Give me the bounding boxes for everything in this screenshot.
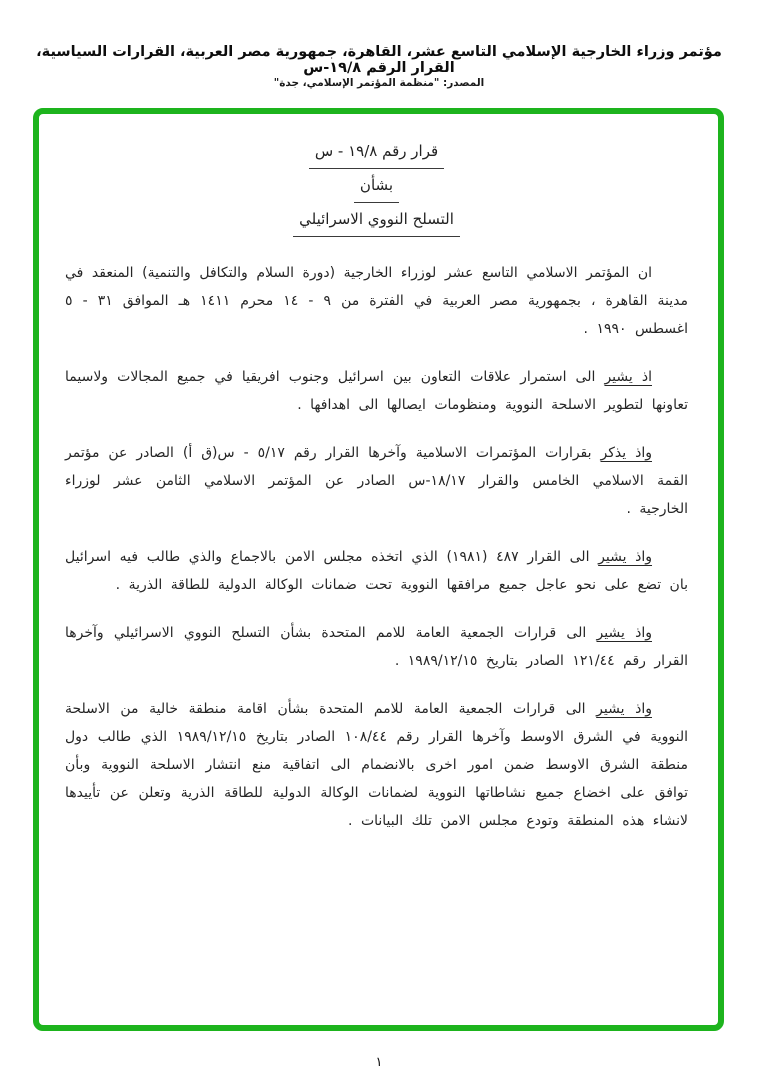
body-paragraph: ان المؤتمر الاسلامي التاسع عشر لوزراء الخارجية (دورة السلام والتكافل والتنمية) المنعقد في مدينة القاهرة ، بجمهورية مصر العربية في الفترة من ٩ - ١٤ محرم ١٤١١ هـ الموافق ٣١ - ٥ اغسطس ١٩٩٠ . (65, 265, 689, 337)
green-border-frame (33, 108, 724, 1031)
resolution-body-text (65, 259, 688, 835)
page-number: ١ (375, 1055, 383, 1070)
body-paragraph: واذ يشير الى قرارات الجمعية العامة للامم المتحدة بشأن التسلح النووي الاسرائيلي وآخرها القرار رقم ١٢١/٤٤ الصادر بتاريخ ١٩٨٩/١٢/١٥ . (65, 625, 688, 669)
paragraph-lead-word: واذ يذكر (600, 445, 652, 461)
body-paragraph: واذ يذكر بقرارات المؤتمرات الاسلامية وآخرها القرار رقم ٥/١٧ - س(ق أ) الصادر عن مؤتمر القمة الاسلامي الخامس والقرار ١٨/١٧-س الصادر عن المؤتمر الاسلامي الثامن عشر لوزراء الخارجية . (65, 445, 688, 517)
resolution-number-row (65, 136, 688, 169)
resolution-regarding-row (65, 170, 688, 203)
paragraph-lead-word: واذ يشير (596, 701, 652, 717)
resolution-number-line: قرار رقم ١٩/٨ - س (309, 136, 444, 169)
body-paragraph: واذ يشير الى قرارات الجمعية العامة للامم المتحدة بشأن اقامة منطقة خالية من الاسلحة النووية في الشرق الاوسط وآخرها القرار رقم ١٠٨/٤٤ الصادر بتاريخ ١٩٨٩/١٢/١٥ الذي طالب دول منطقة الشرق الاوسط ضمن امور اخرى بالانضمام الى اتفاقية منع انتشار الاسلحة النووية وبأن توافق على اخضاع جميع نشاطاتها النووية لضمانات الوكالة الدولية للطاقة الذرية وتعلن عن تأييدها لانشاء هذه المنطقة وتودع مجلس الامن تلك البيانات . (65, 701, 688, 829)
body-paragraph: واذ يشير الى القرار ٤٨٧ (١٩٨١) الذي اتخذه مجلس الامن بالاجماع والذي طالب فيه اسرائيل بان تضع على نحو عاجل جميع مرافقها النووية تحت ضمانات الوكالة الدولية للطاقة الذرية . (65, 549, 688, 593)
body-paragraph: اذ يشير الى استمرار علاقات التعاون بين اسرائيل وجنوب افريقيا في جميع المجالات ولاسيما تعاونها لتطوير الاسلحة النووية ومنظومات ايصالها الى اهدافها . (65, 369, 688, 413)
paragraph-lead-word: واذ يشير (596, 625, 652, 641)
resolution-regarding-line: بشأن (354, 170, 399, 203)
resolution-subject-row (65, 204, 688, 237)
resolution-title-block (65, 136, 688, 237)
paragraph-lead-word: واذ يشير (598, 549, 653, 565)
paragraph-lead-word: اذ يشير (604, 369, 652, 385)
document-header-line: مؤتمر وزراء الخارجية الإسلامي التاسع عشر، القاهرة، جمهورية مصر العربية، القرارات السياسية، القرار الرقم ١٩/٨-س (36, 44, 722, 76)
source-line: المصدر: "منظمة المؤتمر الإسلامي، جدة" (273, 77, 485, 89)
resolution-subject-line: التسلح النووي الاسرائيلي (293, 204, 460, 237)
